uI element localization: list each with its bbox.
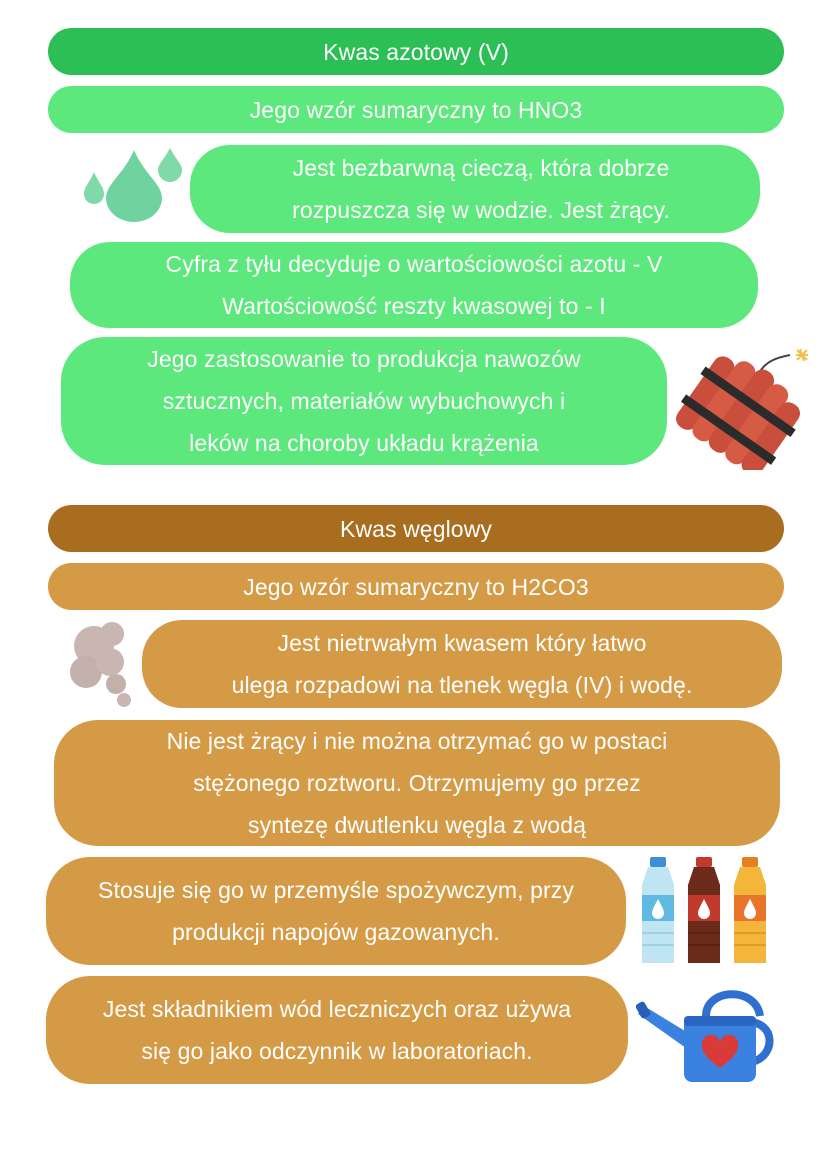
nitric-acid-properties bbox=[190, 145, 760, 233]
carbonic-acid-food-use bbox=[46, 857, 626, 965]
nitric-acid-uses bbox=[61, 337, 667, 465]
carbonic-acid-obtaining bbox=[54, 720, 780, 846]
watering-can-icon bbox=[636, 982, 782, 1086]
carbonic-acid-other-use bbox=[46, 976, 628, 1084]
nitric-acid-formula-text: Jego wzór sumaryczny to HNO3 bbox=[249, 96, 583, 123]
carbonic-acid-instability-text: Jest nietrwałym kwasem który łatwo ulega rozpadowi na tlenek węgla (IV) i wodę. bbox=[231, 630, 693, 698]
water-drops-icon bbox=[76, 142, 188, 222]
nitric-acid-formula bbox=[48, 86, 784, 133]
carbonic-acid-obtaining-text: Nie jest żrący i nie można otrzymać go w postaci stężonego roztworu. Otrzymujemy go przez syntezę dwutlenku węgla z wodą bbox=[166, 728, 668, 838]
carbonic-acid-instability bbox=[142, 620, 782, 708]
nitric-acid-title-text: Kwas azotowy (V) bbox=[323, 38, 509, 65]
carbonic-acid-formula-text: Jego wzór sumaryczny to H2CO3 bbox=[243, 573, 589, 600]
nitric-acid-valence-text: Cyfra z tyłu decyduje o wartościowości azotu - V Wartościowość reszty kwasowej to - I bbox=[165, 251, 663, 319]
dynamite-icon bbox=[670, 335, 820, 470]
carbonic-acid-title-text: Kwas węglowy bbox=[339, 515, 493, 542]
carbonic-acid-food-use-text: Stosuje się go w przemyśle spożywczym, przy produkcji napojów gazowanych. bbox=[98, 877, 574, 945]
smoke-icon bbox=[66, 618, 144, 710]
carbonic-acid-other-use-text: Jest składnikiem wód leczniczych oraz używa się go jako odczynnik w laboratoriach. bbox=[102, 996, 572, 1064]
carbonic-acid-formula bbox=[48, 563, 784, 610]
nitric-acid-valence bbox=[70, 242, 758, 328]
carbonic-acid-title bbox=[48, 505, 784, 552]
bottles-icon bbox=[636, 855, 776, 967]
nitric-acid-title bbox=[48, 28, 784, 75]
nitric-acid-uses-text: Jego zastosowanie to produkcja nawozów sztucznych, materiałów wybuchowych i leków na choroby układu krążenia bbox=[147, 346, 581, 456]
nitric-acid-properties-text: Jest bezbarwną cieczą, która dobrze rozpuszcza się w wodzie. Jest żrący. bbox=[292, 155, 670, 223]
